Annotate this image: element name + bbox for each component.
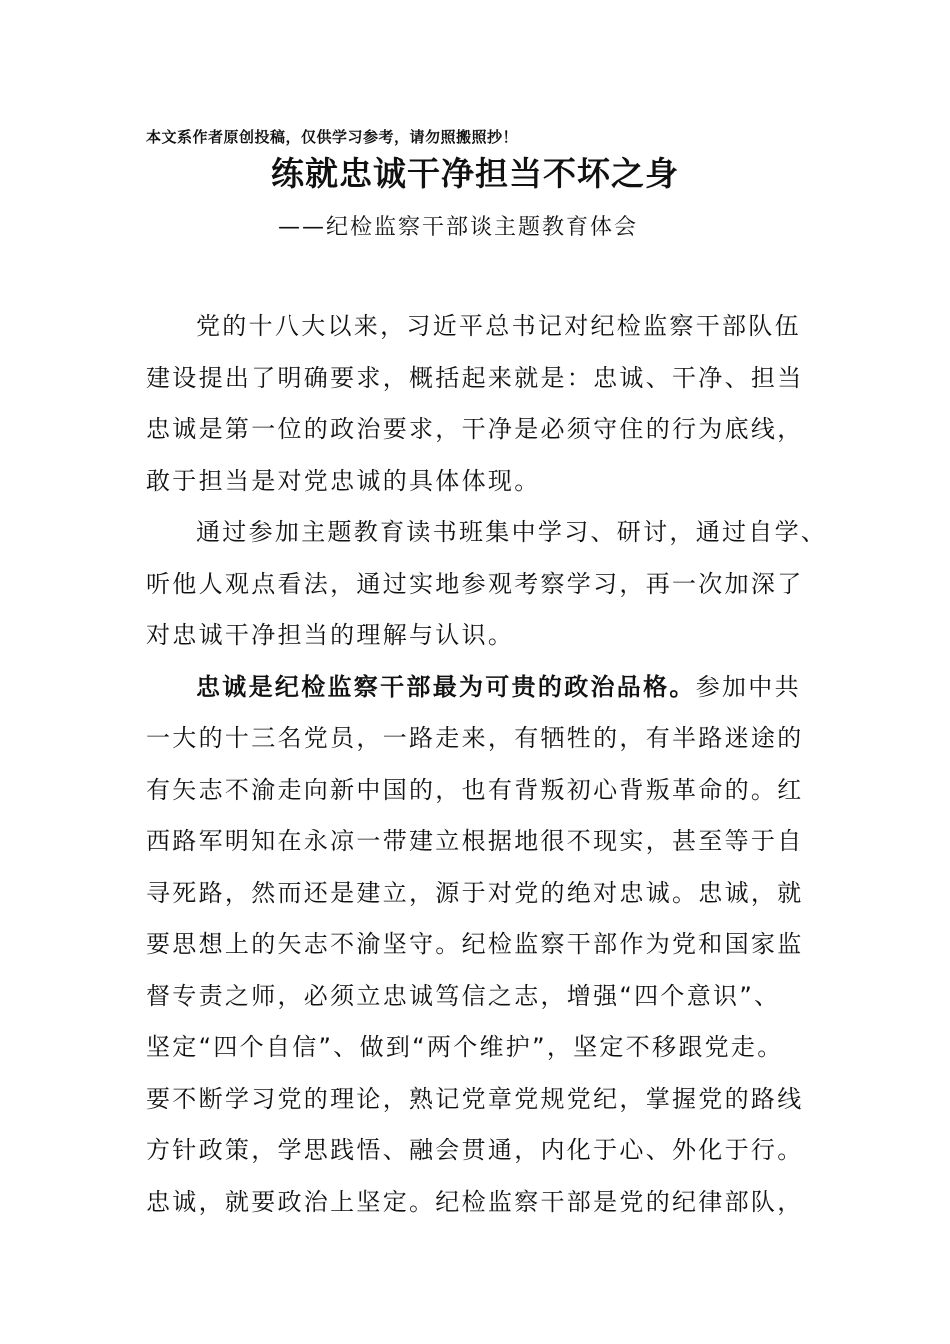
- paragraph-line: 听他人观点看法，通过实地参观考察学习，再一次加深了: [146, 569, 804, 598]
- paragraph-line: 通过参加主题教育读书班集中学习、研讨，通过自学、: [196, 518, 828, 546]
- paragraph-line: 党的十八大以来，习近平总书记对纪检监察干部队伍: [196, 312, 801, 340]
- paragraph-line: 要思想上的矢志不渝坚守。纪检监察干部作为党和国家监: [146, 930, 804, 958]
- paragraph-line: 敢于担当是对党忠诚的具体体现。: [146, 466, 541, 495]
- paragraph-line: 督专责之师，必须立忠诚笃信之志，增强“四个意识”、: [146, 981, 781, 1010]
- paragraph-line: 西路军明知在永凉一带建立根据地很不现实，甚至等于自: [146, 827, 804, 855]
- paragraph-line: 要不断学习党的理论，熟记党章党规党纪，掌握党的路线: [146, 1084, 804, 1113]
- paragraph-line: 方针政策，学思践悟、融会贯通，内化于心、外化于行。: [146, 1136, 804, 1164]
- paragraph-line: 建设提出了明确要求，概括起来就是：忠诚、干净、担当: [146, 363, 804, 392]
- paragraph-line: 对忠诚干净担当的理解与认识。: [146, 621, 515, 649]
- paragraph-line: 一大的十三名党员，一路走来，有牺牲的，有半路迷途的: [146, 724, 804, 752]
- paragraph-line: 有矢志不渝走向新中国的，也有背叛初心背叛革命的。红: [146, 775, 804, 804]
- paragraph-line: 寻死路，然而还是建立，源于对党的绝对忠诚。忠诚，就: [146, 878, 804, 907]
- paragraph-line-text: 参加中共: [695, 672, 801, 701]
- page-subtitle: ——纪检监察干部谈主题教育体会: [278, 215, 639, 240]
- copyright-notice: 本文系作者原创投稿，仅供学习参考，请勿照搬照抄！: [146, 128, 519, 146]
- paragraph-line: [146, 669, 836, 721]
- article-body: [146, 308, 836, 1235]
- paragraph-line: 坚定“四个自信”、做到“两个维护”，坚定不移跟党走。: [146, 1033, 784, 1061]
- bold-lead-sentence: 忠诚是纪检监察干部最为可贵的政治品格。: [196, 672, 696, 701]
- paragraph-line: 忠诚，就要政治上坚定。纪检监察干部是党的纪律部队，: [146, 1187, 804, 1216]
- page-title: 练就忠诚干净担当不坏之身: [271, 154, 679, 193]
- paragraph-line: 忠诚是第一位的政治要求，干净是必须守住的行为底线，: [146, 415, 804, 443]
